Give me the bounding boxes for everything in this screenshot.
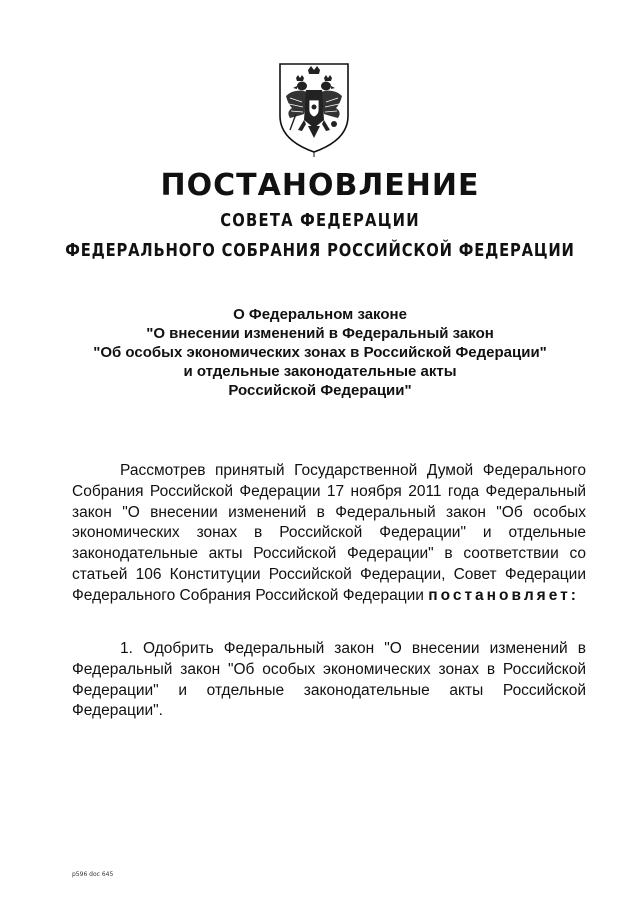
law-title-line: Российской Федерации": [228, 382, 412, 399]
issuer-line-2: ФЕДЕРАЛЬНОГО СОБРАНИЯ РОССИЙСКОЙ ФЕДЕРАЦИИ: [65, 240, 575, 261]
preamble-text: Рассмотрев принятый Государственной Думой Федерального Собрания Российской Федерации 17 ноября 2011 года Федеральный закон "О внесении изменений в Федеральный закон "Об особых экономических зонах в Российской Федерации" и отдельные законодательные акты Российской Федерации" в соответствии со статьей 106 Конституции Российской Федерации, Совет Федерации Федерального Собрания Российской Федерации: [72, 462, 586, 604]
russian-coat-of-arms-icon: [272, 58, 356, 158]
law-title-line: и отдельные законодательные акты: [183, 363, 457, 380]
law-title: [40, 305, 600, 400]
document-code: p596 doc 645: [72, 871, 114, 878]
preamble-paragraph: [72, 461, 586, 607]
law-title-line: "О внесении изменений в Федеральный закон: [146, 325, 494, 342]
resolves-word: постановляет:: [428, 586, 579, 604]
law-title-line: "Об особых экономических зонах в Российской Федерации": [93, 344, 547, 361]
resolution-item-1: 1. Одобрить Федеральный закон "О внесении изменений в Федеральный закон "Об особых экономических зонах в Российской Федерации" и отдельные законодательные акты Российской Федерации".: [72, 640, 586, 720]
law-title-line: О Федеральном законе: [233, 306, 407, 323]
issuer-line-1: СОВЕТА ФЕДЕРАЦИИ: [220, 210, 420, 231]
document-title: ПОСТАНОВЛЕНИЕ: [160, 168, 480, 203]
